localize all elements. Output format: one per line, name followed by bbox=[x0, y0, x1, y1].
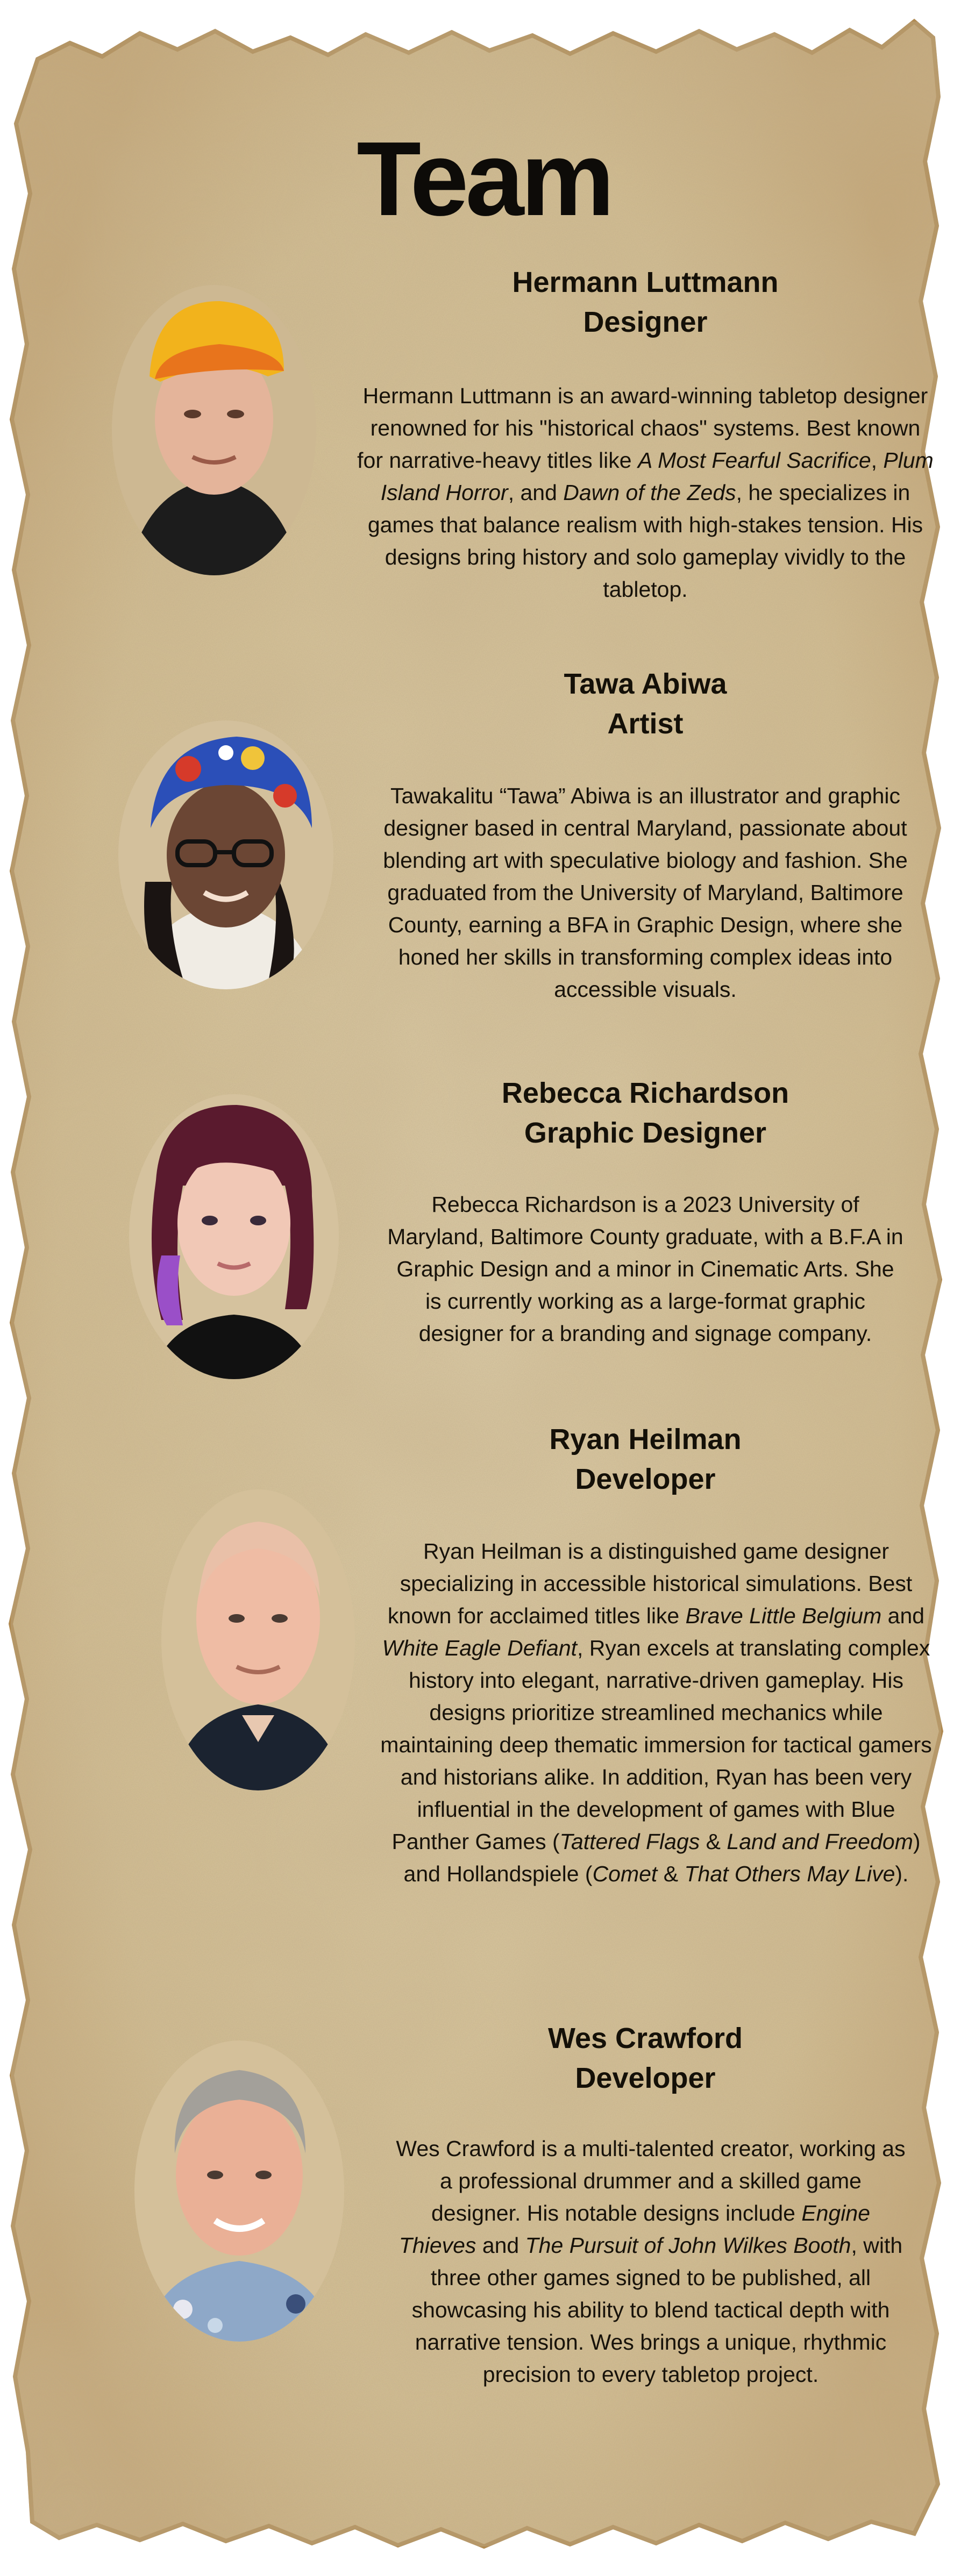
member-role: Designer bbox=[583, 306, 708, 338]
avatar-tawa-abiwa bbox=[118, 720, 333, 989]
bio-title-italic: Dawn of the Zeds bbox=[563, 480, 736, 505]
member-role: Developer bbox=[575, 1463, 716, 1495]
bio-title-italic: The Pursuit of John Wilkes Booth bbox=[525, 2233, 851, 2258]
bio-text: Wes Crawford is a multi-talented creator, working as a professional drummer and a skilled game designer. His notable designs include bbox=[396, 2136, 906, 2225]
member-bio bbox=[387, 1188, 903, 1350]
bio-text: Hermann Luttmann is an award-winning tabletop designer renowned for his "historical chaos" systems. Best known for narrative-heavy titles like bbox=[357, 383, 928, 473]
bio-title-italic: A Most Fearful Sacrifice bbox=[637, 448, 871, 473]
member-name-block bbox=[387, 2018, 903, 2098]
member-role: Graphic Designer bbox=[524, 1117, 767, 1149]
member-name-block bbox=[387, 1073, 903, 1153]
bio-text: & bbox=[657, 1861, 685, 1886]
bio-title-italic: That Others May Live bbox=[684, 1861, 895, 1886]
member-bio bbox=[376, 1535, 936, 1890]
member-bio bbox=[360, 780, 930, 1005]
avatar-hermann-luttmann bbox=[112, 285, 316, 575]
avatar-wes-crawford bbox=[134, 2040, 344, 2342]
member-role: Developer bbox=[575, 2062, 716, 2094]
member-name-block bbox=[387, 262, 903, 342]
bio-text: ). bbox=[895, 1861, 909, 1886]
bio-text: ) and Hollandspiele ( bbox=[403, 1829, 921, 1886]
member-name-block bbox=[387, 664, 903, 744]
avatar-rebecca-richardson bbox=[129, 1094, 339, 1379]
bio-text: , with three other games signed to be published, all showcasing his ability to blend tactical depth with narrative tension. Wes brings a unique, rhythmic precision to every tabletop project. bbox=[411, 2233, 903, 2387]
member-bio bbox=[355, 380, 936, 605]
bio-text: , he specializes in games that balance realism with high-stakes tension. His designs bring history and solo gameplay vividly to the tabletop. bbox=[367, 480, 923, 602]
bio-text: and bbox=[476, 2233, 525, 2258]
member-name: Ryan Heilman bbox=[549, 1423, 742, 1455]
member-name: Wes Crawford bbox=[547, 2022, 743, 2054]
avatar-ryan-heilman bbox=[161, 1489, 355, 1790]
bio-title-italic: Engine Thieves bbox=[398, 2201, 870, 2258]
bio-title-italic: Plum Island Horror bbox=[380, 448, 934, 505]
bio-title-italic: Tattered Flags bbox=[559, 1829, 700, 1854]
member-role: Artist bbox=[607, 708, 684, 740]
bio-text: Ryan Heilman is a distinguished game designer specializing in accessible historical simulations. Best known for acclaimed titles like bbox=[387, 1539, 913, 1628]
bio-title-italic: Brave Little Belgium bbox=[685, 1603, 882, 1628]
page-title: Team bbox=[357, 120, 611, 238]
bio-text: Rebecca Richardson is a 2023 University of Maryland, Baltimore County graduate, with a B.F.A in Graphic Design and a minor in Cinematic Arts. She is currently working as a large-format graphic designer for a branding and signage company. bbox=[387, 1192, 903, 1346]
bio-text: , Ryan excels at translating complex history into elegant, narrative-driven gameplay. His designs prioritize streamlined mechanics while maintaining deep thematic immersion for tactical gamers and historians alike. In addition, Ryan has been very influential in the development of games with Blue Panther Games ( bbox=[380, 1636, 932, 1854]
bio-title-italic: Comet bbox=[592, 1861, 658, 1886]
member-bio bbox=[393, 2132, 909, 2391]
bio-text: Tawakalitu “Tawa” Abiwa is an illustrator and graphic designer based in central Maryland, passionate about blending art with speculative biology and fashion. She graduated from the University of Maryland, Baltimore County, earning a BFA in Graphic Design, where she honed her skills in transforming complex ideas into accessible visuals. bbox=[383, 783, 908, 1002]
member-name-block bbox=[387, 1419, 903, 1499]
member-name: Hermann Luttmann bbox=[512, 266, 779, 298]
bio-text: and bbox=[881, 1603, 925, 1628]
member-name: Tawa Abiwa bbox=[564, 668, 727, 700]
bio-text: , bbox=[871, 448, 884, 473]
bio-text: & bbox=[700, 1829, 727, 1854]
member-name: Rebecca Richardson bbox=[501, 1077, 789, 1109]
bio-title-italic: Land and Freedom bbox=[727, 1829, 913, 1854]
bio-text: , and bbox=[508, 480, 564, 505]
bio-title-italic: White Eagle Defiant bbox=[382, 1636, 578, 1660]
